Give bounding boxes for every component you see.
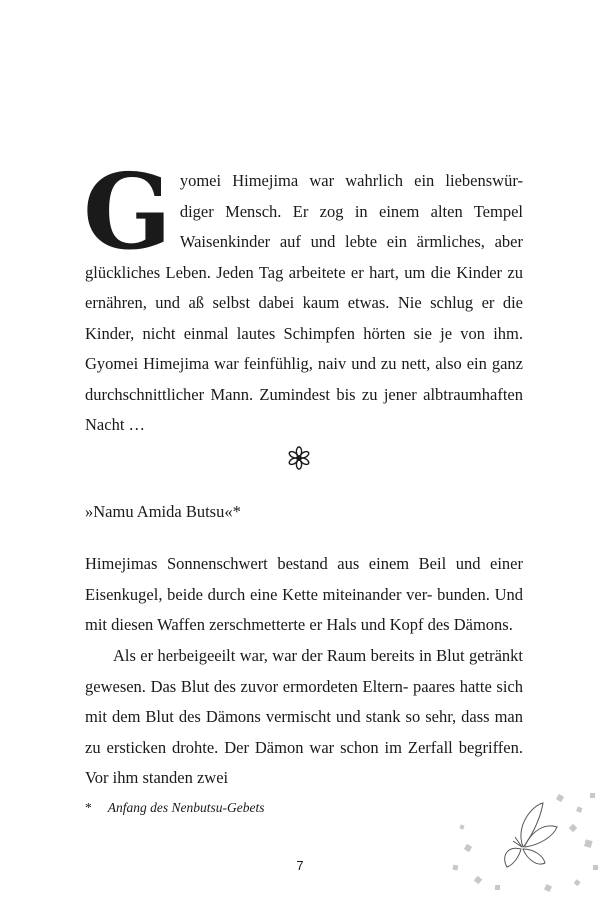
intro-text: yomei Himejima war wahrlich ein liebenswür- diger Mensch. Er zog in einem alten Tempel Waisenkinder auf und lebte ein ärmliches, aber glückliches Leben. Jeden Tag arbeitete er hart, um die Kinder zu ernähren, und aß selbst dabei kaum etwas. Nie schlug er die Kinder, nicht einmal lautes Schimpfen hörten sie je von ihm. Gyomei Himejima war feinfühlig, naiv und zu nett, also ein ganz durchschnittlicher Mann. Zumindest bis zu jener albtraumhaften Nacht …: [85, 171, 523, 434]
paragraph-1-text: Himejimas Sonnenschwert bestand aus einem Beil und einer Eisenkugel, beide durch eine Kette miteinander ver- bunden. Und mit diesen Waffen zerschmetterte er Hals und Kopf des Dämons.: [85, 554, 523, 634]
prayer-paragraph: [85, 497, 523, 528]
chapter-intro-paragraph: [83, 150, 523, 441]
flower-ornament-icon: [287, 446, 311, 470]
page-number: 7: [296, 858, 304, 873]
prayer-line: »Namu Amida Butsu«*: [85, 502, 241, 521]
butterfly-icon: [445, 785, 600, 900]
body-paragraph-1: [85, 549, 523, 641]
footnote-marker: *: [85, 800, 92, 815]
footnote: [85, 800, 264, 816]
drop-cap-letter: G: [83, 150, 172, 273]
body-paragraph-2: [85, 641, 523, 794]
footnote-text: Anfang des Nenbutsu-Gebets: [107, 800, 265, 815]
paragraph-2-text: Als er herbeigeeilt war, war der Raum bereits in Blut getränkt gewesen. Das Blut des zuvor ermordeten Eltern- paares hatte sich mit dem Blut des Dämons vermischt und stank so sehr, dass man zu ersticken drohte. Der Dämon war schon im Zerfall begriffen. Vor ihm standen zwei: [85, 646, 523, 787]
